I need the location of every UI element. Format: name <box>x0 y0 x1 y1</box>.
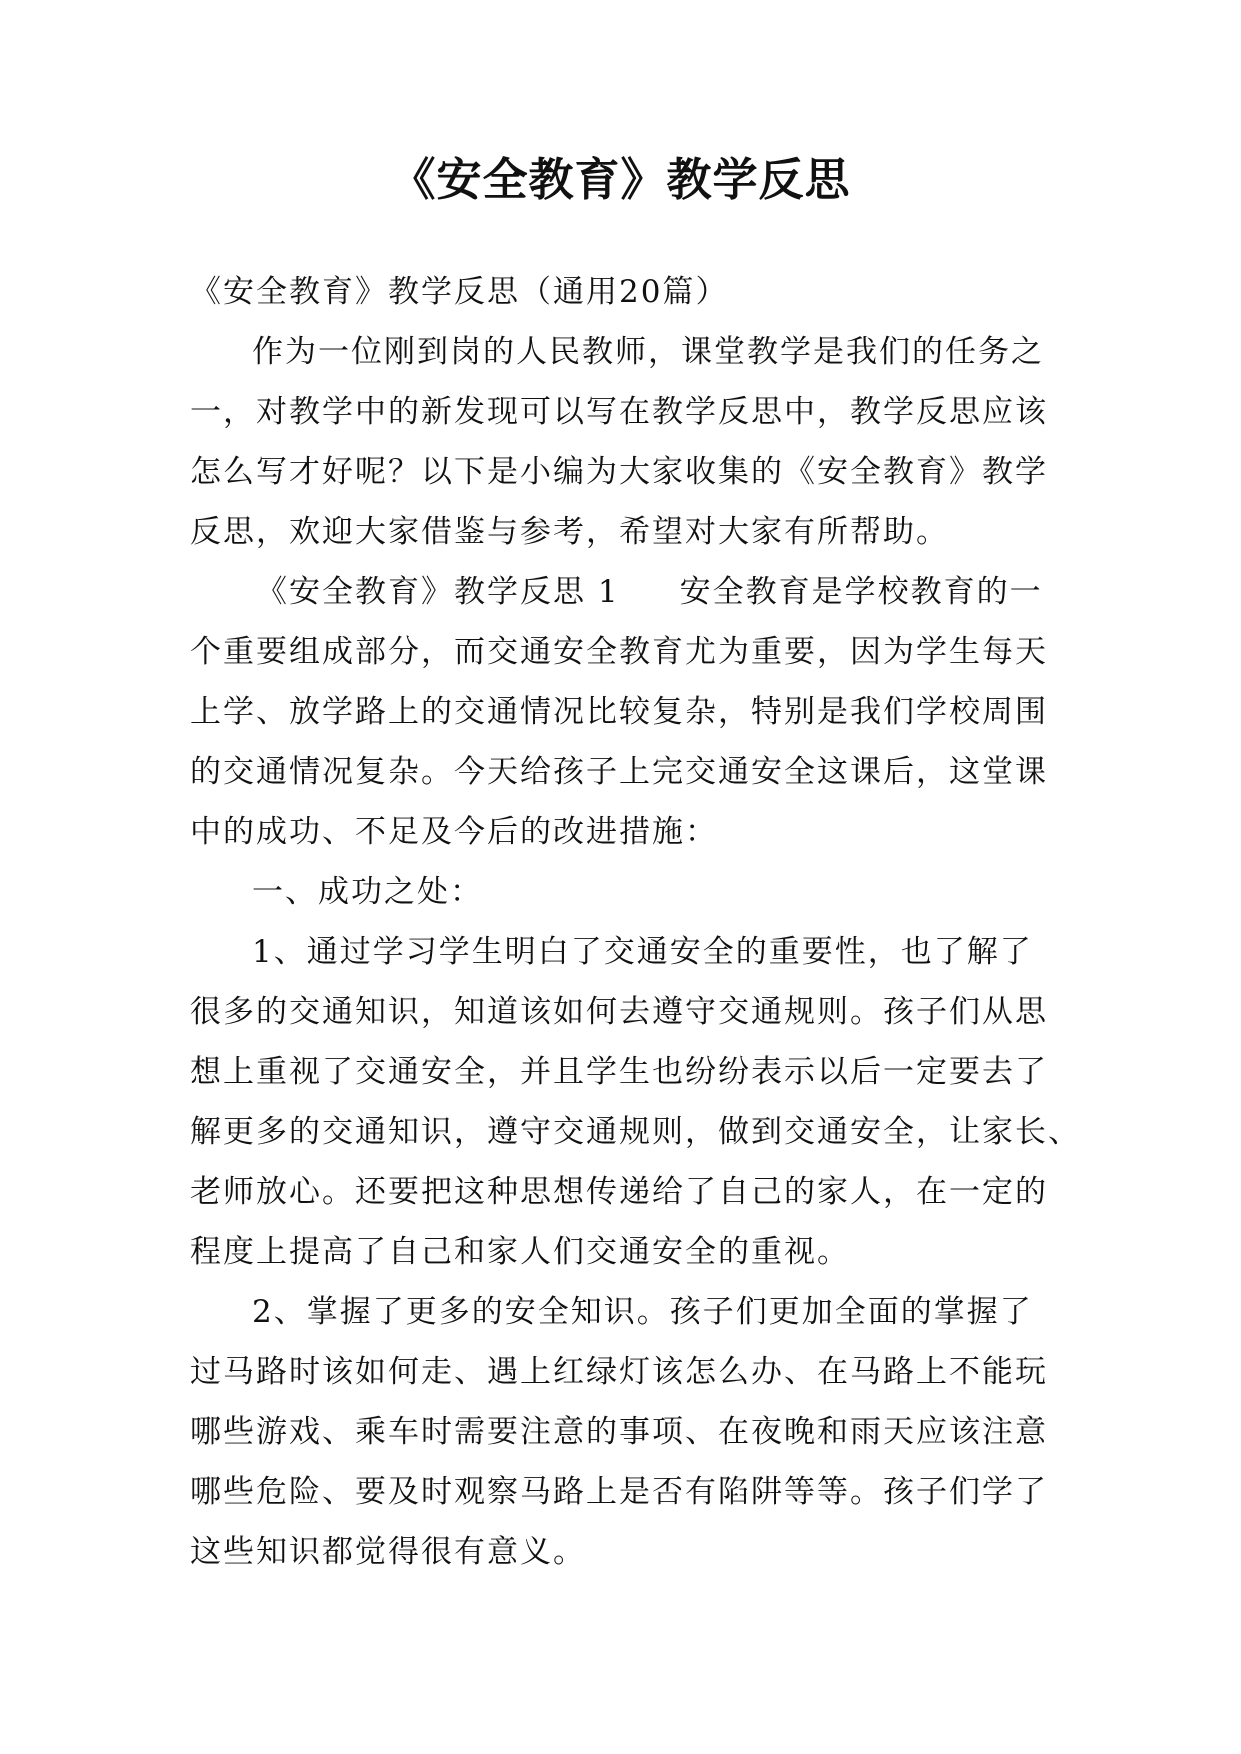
paragraph-line: 很多的交通知识，知道该如何去遵守交通规则。孩子们从思 <box>190 994 1048 1030</box>
paragraph-line: 作为一位刚到岗的人民教师，课堂教学是我们的任务之 <box>252 334 1044 370</box>
paragraph-line: 2、掌握了更多的安全知识。孩子们更加全面的掌握了 <box>252 1294 1033 1330</box>
paragraph-line: 老师放心。还要把这种思想传递给了自己的家人，在一定的 <box>190 1174 1048 1210</box>
document-body <box>190 262 1081 1582</box>
document-title: 《安全教育》教学反思 <box>390 153 851 206</box>
paragraph-line: 一，对教学中的新发现可以写在教学反思中，教学反思应该 <box>190 394 1048 430</box>
paragraph-line: 过马路时该如何走、遇上红绿灯该怎么办、在马路上不能玩 <box>190 1354 1048 1390</box>
section-heading-line <box>190 562 1050 622</box>
paragraph-line: 解更多的交通知识，遵守交通规则，做到交通安全，让家长、 <box>190 1114 1081 1150</box>
paragraph-line: 的交通情况复杂。今天给孩子上完交通安全这课后，这堂课 <box>190 754 1048 790</box>
paragraph-line: 个重要组成部分，而交通安全教育尤为重要，因为学生每天 <box>190 634 1048 670</box>
paragraph-line: 1、通过学习学生明白了交通安全的重要性，也了解了 <box>252 934 1033 970</box>
paragraph-line: 哪些游戏、乘车时需要注意的事项、在夜晚和雨天应该注意 <box>190 1414 1048 1450</box>
paragraph-start: 安全教育是学校教育的一 <box>679 574 1043 610</box>
subtitle-line: 《安全教育》教学反思（通用20篇） <box>190 274 729 310</box>
paragraph-line: 中的成功、不足及今后的改进措施： <box>190 814 718 850</box>
paragraph-line: 怎么写才好呢？以下是小编为大家收集的《安全教育》教学 <box>190 454 1048 490</box>
paragraph-line: 程度上提高了自己和家人们交通安全的重视。 <box>190 1234 850 1270</box>
paragraph-line: 上学、放学路上的交通情况比较复杂，特别是我们学校周围 <box>190 694 1048 730</box>
paragraph-line: 反思，欢迎大家借鉴与参考，希望对大家有所帮助。 <box>190 514 949 550</box>
paragraph-line: 这些知识都觉得很有意义。 <box>190 1534 586 1570</box>
subheading-line: 一、成功之处： <box>252 874 483 910</box>
section-heading: 《安全教育》教学反思 1 <box>256 574 620 610</box>
paragraph-line: 哪些危险、要及时观察马路上是否有陷阱等等。孩子们学了 <box>190 1474 1048 1510</box>
paragraph-line: 想上重视了交通安全，并且学生也纷纷表示以后一定要去了 <box>190 1054 1048 1090</box>
